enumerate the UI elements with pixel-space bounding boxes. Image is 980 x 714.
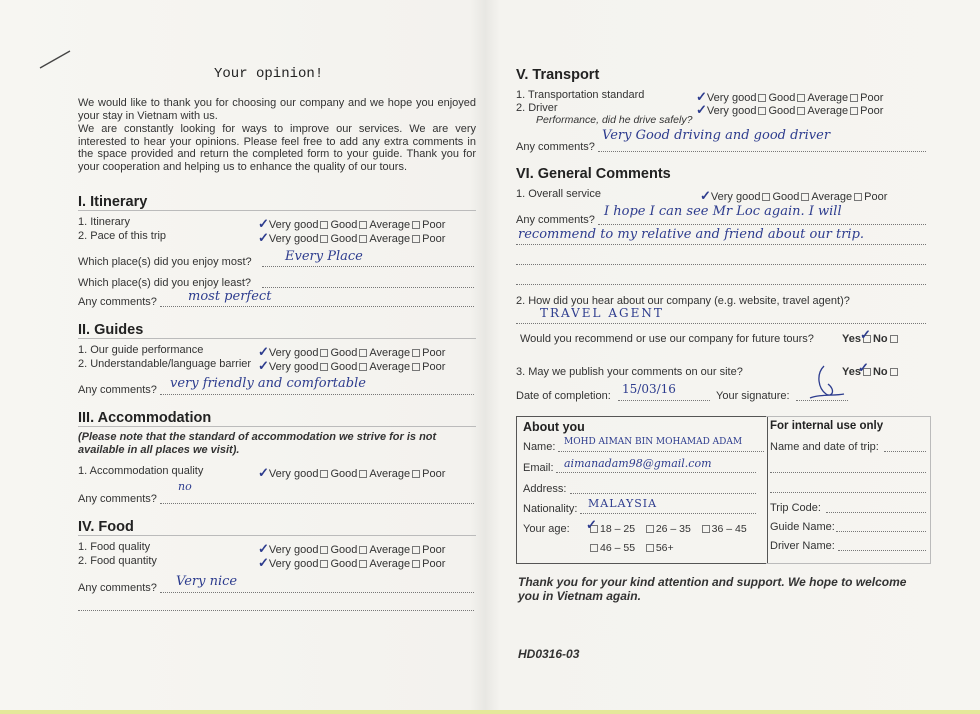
accommodation-comments-label: Any comments? [78,493,157,505]
rating-very-good: Very good [268,558,319,570]
transport-standard-item: 1. Transportation standard [516,89,645,101]
rating-very-good: Very good [268,544,319,556]
rating-average: Average [369,558,411,570]
food-quantity-item: 2. Food quantity [78,555,157,567]
age-options-row2[interactable] [588,542,674,554]
rating-good: Good [330,219,358,231]
rating-row-accommodation[interactable] [258,465,445,481]
answer-line[interactable] [160,394,474,395]
rating-average: Average [369,347,411,359]
checkbox-icon[interactable] [590,544,598,552]
rating-very-good: Very good [268,361,319,373]
rating-very-good: Very good [268,347,319,359]
pace-item: 2. Pace of this trip [78,230,167,242]
name-label: Name: [523,441,556,453]
checkbox-icon[interactable] [854,193,862,201]
checkbox-icon[interactable] [359,235,367,243]
question-most-enjoyed: Which place(s) did you enjoy most? [78,256,252,268]
section-itinerary-heading: I. Itinerary [78,194,476,211]
no-option: No [872,366,888,378]
signature-label: Your signature: [716,390,790,402]
how-did-you-hear-answer: TRAVEL AGENT [540,306,664,320]
checkbox-icon[interactable] [412,470,420,478]
checkbox-icon[interactable] [320,546,328,554]
checkmark-icon: ✓ [858,360,869,375]
publish-yes-no[interactable] [842,366,900,378]
answer-line[interactable] [558,451,764,452]
date-label: Date of completion: [516,390,611,402]
answer-line[interactable] [770,472,926,473]
checkbox-icon[interactable] [412,363,420,371]
checkbox-icon[interactable] [646,544,654,552]
checkbox-icon[interactable] [320,221,328,229]
rating-average: Average [807,105,849,117]
checkmark-icon: ✓ [258,541,269,556]
driver-name-label: Driver Name: [770,540,835,552]
rating-good: Good [330,468,358,480]
date-value: 15/03/16 [622,382,676,396]
age-36-45: 36 – 45 [711,523,747,535]
checkbox-icon[interactable] [850,94,858,102]
rating-poor: Poor [864,191,888,203]
email-value: aimanadam98@gmail.com [564,457,712,470]
yes-option: Yes [842,366,861,378]
itinerary-comments-label: Any comments? [78,296,157,308]
rating-good: Good [330,347,358,359]
checkbox-icon[interactable] [758,94,766,102]
section-general-heading: VI. General Comments [516,166,671,182]
food-comments-label: Any comments? [78,582,157,594]
section-food-heading: IV. Food [78,519,476,536]
checkbox-icon[interactable] [702,525,710,533]
rating-average: Average [807,92,849,104]
rating-good: Good [768,105,796,117]
publish-question: 3. May we publish your comments on our site? [516,366,743,378]
rating-row-food-quantity[interactable] [258,555,445,571]
name-value: MOHD AIMAN BIN MOHAMAD ADAM [564,437,743,447]
rating-very-good: Very good [268,219,319,231]
rating-poor: Poor [860,92,884,104]
answer-line[interactable] [160,592,474,593]
about-you-heading: About you [523,420,585,434]
guides-comments-label: Any comments? [78,384,157,396]
food-comments-answer: Very nice [176,574,238,589]
address-label: Address: [523,483,567,495]
age-56-plus: 56+ [655,542,674,554]
rating-average: Average [369,544,411,556]
answer-line[interactable] [160,503,474,504]
guides-comments-answer: very friendly and comfortable [170,376,366,391]
answer-line[interactable] [516,244,926,245]
rating-very-good: Very good [706,92,757,104]
checkmark-icon: ✓ [258,216,269,231]
rating-very-good: Very good [268,468,319,480]
email-label: Email: [523,462,554,474]
transport-comments-answer: Very Good driving and good driver [602,128,831,143]
language-item: 2. Understandable/language barrier [78,358,252,370]
answer-line[interactable] [516,264,926,265]
rating-average: Average [811,191,853,203]
intro-paragraph-2: We are constantly looking for ways to improve our services. We are very interested to hear your opinions. Please feel free to add any extra comments in the space provided and return the completed form to your guide. Thank you for your cooperation and helping us to enhance the quality of our tours. [78,123,476,173]
checkmark-icon: ✓ [700,188,711,203]
age-26-35: 26 – 35 [655,523,691,535]
checkmark-icon: ✓ [258,344,269,359]
answer-line[interactable] [598,224,926,225]
answer-line[interactable] [838,550,926,551]
answer-line[interactable] [884,451,926,452]
checkbox-icon[interactable] [412,560,420,568]
rating-average: Average [369,219,411,231]
age-label: Your age: [523,523,570,535]
answer-line[interactable] [262,287,474,288]
checkmark-icon: ✓ [258,358,269,373]
section-transport-heading: V. Transport [516,67,600,83]
checkbox-icon[interactable] [412,221,420,229]
rating-row-pace[interactable] [258,230,445,246]
accommodation-comments-answer: no [178,480,192,493]
general-comments-answer-2: recommend to my relative and friend about our trip. [518,227,865,242]
no-option: No [872,333,888,345]
answer-line[interactable] [516,284,926,285]
checkmark-icon: ✓ [696,89,707,104]
driver-item: 2. Driver [516,102,558,114]
rating-average: Average [369,233,411,245]
checkbox-icon[interactable] [359,349,367,357]
age-46-55: 46 – 55 [600,542,636,554]
checkbox-icon[interactable] [890,368,898,376]
driver-subquestion: Performance, did he drive safely? [536,114,693,126]
answer-line[interactable] [836,531,926,532]
rating-poor: Poor [422,233,446,245]
checkbox-icon[interactable] [359,363,367,371]
page-title: Your opinion! [214,66,324,82]
checkbox-icon[interactable] [412,349,420,357]
general-comments-answer-1: I hope I can see Mr Loc again. I will [604,204,842,219]
rating-good: Good [330,361,358,373]
guide-performance-item: 1. Our guide performance [78,344,204,356]
scan-edge [0,710,980,714]
question-least-enjoyed: Which place(s) did you enjoy least? [78,277,252,289]
rating-poor: Poor [422,219,446,231]
guide-name-label: Guide Name: [770,521,835,533]
checkbox-icon[interactable] [797,107,805,115]
rating-poor: Poor [422,558,446,570]
checkbox-icon[interactable] [320,560,328,568]
section-accommodation-heading: III. Accommodation [78,410,476,427]
answer-line[interactable] [78,610,474,611]
rating-good: Good [330,544,358,556]
trip-code-label: Trip Code: [770,502,821,514]
how-did-you-hear-question: 2. How did you hear about our company (e.g. website, travel agent)? [516,295,850,307]
section-guides-heading: II. Guides [78,322,476,339]
answer-line[interactable] [826,512,926,513]
pen-mark-icon [38,48,72,70]
answer-line[interactable] [580,513,756,514]
checkbox-icon[interactable] [359,221,367,229]
answer-line[interactable] [598,151,926,152]
checkbox-icon[interactable] [412,235,420,243]
checkbox-icon[interactable] [890,335,898,343]
rating-good: Good [330,233,358,245]
nationality-value: MALAYSIA [588,497,658,510]
checkmark-icon: ✓ [258,555,269,570]
rating-row-language[interactable] [258,358,445,374]
checkbox-icon[interactable] [320,349,328,357]
checkbox-icon[interactable] [762,193,770,201]
accommodation-quality-item: 1. Accommodation quality [78,465,204,477]
age-18-25: 18 – 25 [600,523,636,535]
rating-very-good: Very good [268,233,319,245]
checkbox-icon[interactable] [359,546,367,554]
rating-poor: Poor [422,468,446,480]
overall-service-item: 1. Overall service [516,188,601,200]
answer-line[interactable] [160,306,474,307]
age-options-row1[interactable] [588,523,747,535]
answer-line[interactable] [556,472,756,473]
answer-line[interactable] [618,400,710,401]
food-quality-item: 1. Food quality [78,541,151,553]
checkbox-icon[interactable] [850,107,858,115]
checkmark-icon: ✓ [860,327,871,342]
answer-line[interactable] [770,492,926,493]
rating-good: Good [772,191,800,203]
recommend-question: Would you recommend or use our company for future tours? [520,333,814,345]
rating-very-good: Very good [710,191,761,203]
checkbox-icon[interactable] [801,193,809,201]
checkbox-icon[interactable] [320,470,328,478]
trip-name-date-label: Name and date of trip: [770,441,879,453]
itinerary-item: 1. Itinerary [78,216,130,228]
rating-poor: Poor [422,544,446,556]
checkbox-icon[interactable] [359,560,367,568]
rating-very-good: Very good [706,105,757,117]
rating-poor: Poor [860,105,884,117]
checkbox-icon[interactable] [646,525,654,533]
answer-most-enjoyed: Every Place [285,249,363,264]
signature-scribble-icon [806,364,846,404]
nationality-label: Nationality: [523,503,578,515]
rating-average: Average [369,468,411,480]
itinerary-comments-answer: most perfect [188,289,272,304]
checkbox-icon[interactable] [320,363,328,371]
checkbox-icon[interactable] [320,235,328,243]
checkbox-icon[interactable] [412,546,420,554]
rating-average: Average [369,361,411,373]
intro-paragraph-1: We would like to thank you for choosing our company and we hope you enjoyed your stay in Vietnam with us. [78,97,476,122]
rating-poor: Poor [422,361,446,373]
accommodation-note: (Please note that the standard of accommodation we strive for is not available in all places we visit). [78,431,437,456]
rating-good: Good [330,558,358,570]
rating-poor: Poor [422,347,446,359]
checkmark-icon: ✓ [258,465,269,480]
internal-use-heading: For internal use only [770,420,884,432]
rating-good: Good [768,92,796,104]
rating-row-overall[interactable] [700,188,887,204]
answer-line[interactable] [516,323,926,324]
checkbox-icon[interactable] [797,94,805,102]
rating-row-driver[interactable] [696,102,883,118]
answer-line[interactable] [570,493,756,494]
checkmark-icon: ✓ [586,517,597,532]
checkmark-icon: ✓ [258,230,269,245]
checkmark-icon: ✓ [696,102,707,117]
answer-line[interactable] [262,266,474,267]
form-code: HD0316-03 [518,647,580,661]
general-comments-label: Any comments? [516,214,595,226]
thank-you-note: Thank you for your kind attention and support. We hope to welcome you in Vietnam again. [518,575,907,603]
transport-comments-label: Any comments? [516,141,595,153]
checkbox-icon[interactable] [758,107,766,115]
yes-option: Yes [842,333,861,345]
checkbox-icon[interactable] [359,470,367,478]
